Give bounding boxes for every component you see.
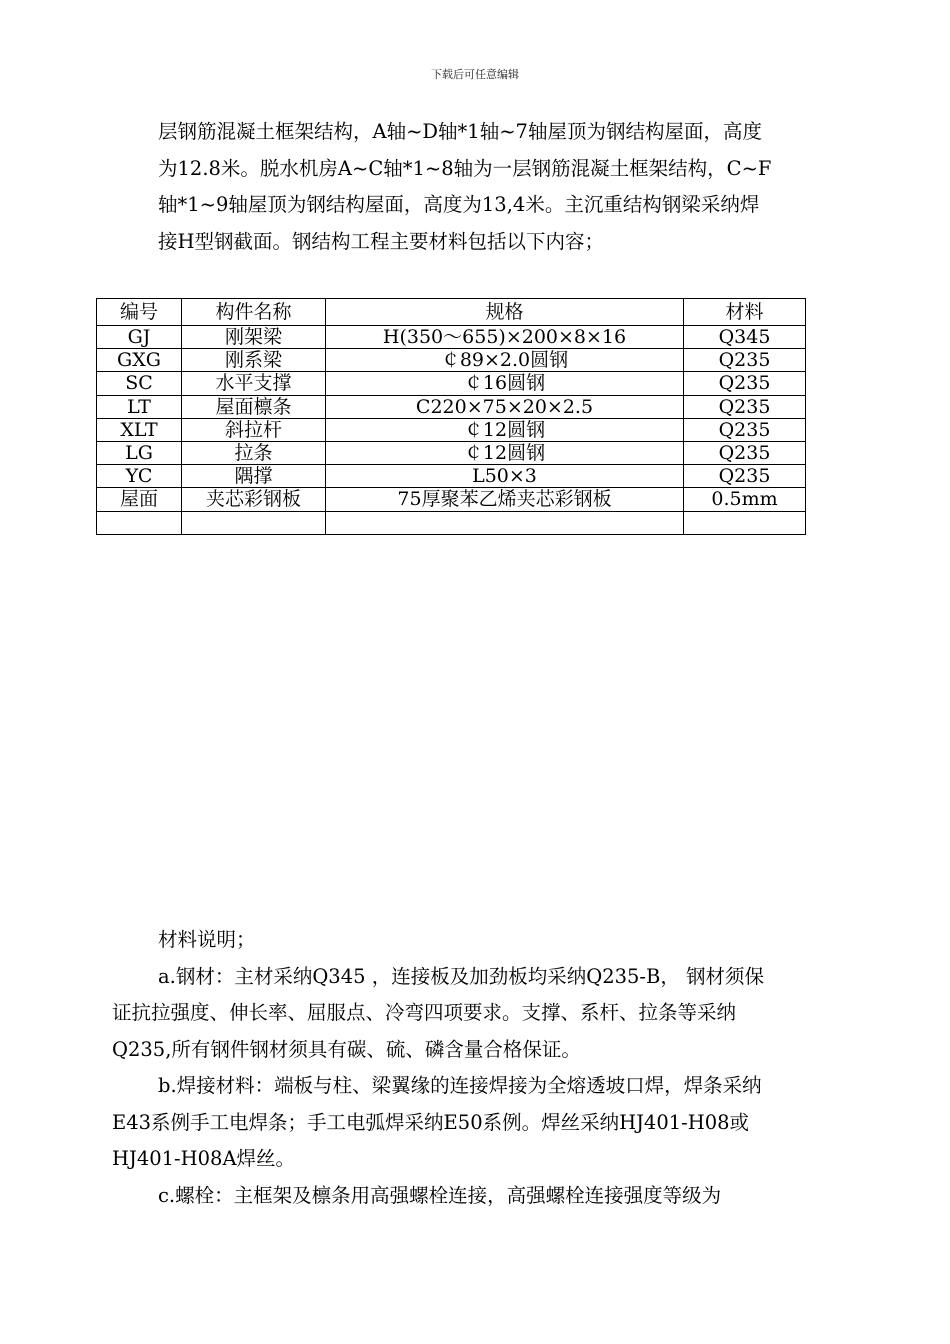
header-material: 材料: [684, 299, 806, 326]
table-header-row: [97, 299, 806, 326]
cell-code: XLT: [97, 418, 182, 441]
table-row: [97, 441, 806, 464]
cell-material: Q235: [684, 465, 806, 488]
table-row: [97, 326, 806, 349]
cell-spec: [326, 511, 684, 534]
table-row: [97, 395, 806, 418]
table-row: [97, 349, 806, 372]
cell-component: 拉条: [182, 441, 326, 464]
text-line: c.螺栓：主框架及檩条用高强螺栓连接，高强螺栓连接强度等级为: [158, 1183, 722, 1207]
cell-component: 夹芯彩钢板: [182, 488, 326, 511]
cell-spec: ￠12圆钢: [326, 418, 684, 441]
header-component: 构件名称: [182, 299, 326, 326]
notes-heading: 材料说明；: [158, 928, 256, 951]
intro-paragraph: [112, 114, 852, 260]
text-line: a.钢材：主材采纳Q345 ，连接板及加劲板均采纳Q235-B， 钢材须保: [158, 964, 765, 988]
cell-component: 屋面檩条: [182, 395, 326, 418]
table-row: [97, 372, 806, 395]
header-spec: 规格: [326, 299, 684, 326]
cell-spec: C220×75×20×2.5: [326, 395, 684, 418]
cell-spec: ￠16圆钢: [326, 372, 684, 395]
cell-material: 0.5mm: [684, 488, 806, 511]
text-line: 证抗拉强度、伸长率、屈服点、冷弯四项要求。支撑、系杆、拉条等采纳: [112, 1001, 737, 1024]
cell-spec: 75厚聚苯乙烯夹芯彩钢板: [326, 488, 684, 511]
cell-spec: H(350～655)×200×8×16: [326, 326, 684, 349]
cell-code: GXG: [97, 349, 182, 372]
cell-material: Q345: [684, 326, 806, 349]
cell-code: YC: [97, 465, 182, 488]
table-row: [97, 465, 806, 488]
text-line: 轴*1~9轴屋顶为钢结构屋面，高度为13,4米。主沉重结构钢梁采纳焊: [158, 193, 760, 216]
cell-code: 屋面: [97, 488, 182, 511]
text-line: 接H型钢截面。钢结构工程主要材料包括以下内容；: [158, 229, 605, 253]
cell-code: LT: [97, 395, 182, 418]
table-row: [97, 418, 806, 441]
table-row-empty: [97, 511, 806, 534]
cell-spec: ￠12圆钢: [326, 441, 684, 464]
page-header: 下载后可任意编辑: [431, 68, 519, 81]
cell-material: Q235: [684, 395, 806, 418]
cell-spec: ￠89×2.0圆钢: [326, 349, 684, 372]
cell-code: SC: [97, 372, 182, 395]
cell-component: 刚架梁: [182, 326, 326, 349]
cell-material: Q235: [684, 349, 806, 372]
materials-notes: [112, 922, 852, 1214]
cell-material: Q235: [684, 418, 806, 441]
materials-table: [96, 298, 806, 535]
cell-component: 刚系梁: [182, 349, 326, 372]
text-line: HJ401-H08A焊丝。: [112, 1147, 296, 1170]
cell-component: 水平支撑: [182, 372, 326, 395]
cell-code: GJ: [97, 326, 182, 349]
text-line: E43系例手工电焊条；手工电弧焊采纳E50系例。焊丝采纳HJ401-H08或: [112, 1110, 750, 1134]
cell-material: Q235: [684, 441, 806, 464]
cell-material: [684, 511, 806, 534]
cell-component: 斜拉杆: [182, 418, 326, 441]
cell-component: 隅撑: [182, 465, 326, 488]
text-line: Q235,所有钢件钢材须具有碳、硫、磷含量合格保证。: [112, 1037, 581, 1061]
cell-code: LG: [97, 441, 182, 464]
text-line: 为12.8米。脱水机房A~C轴*1~8轴为一层钢筋混凝土框架结构，C~F: [158, 156, 772, 180]
cell-component: [182, 511, 326, 534]
cell-code: [97, 511, 182, 534]
table-row: [97, 488, 806, 511]
text-line: b.焊接材料：端板与柱、梁翼缘的连接焊接为全熔透坡口焊，焊条采纳: [158, 1074, 762, 1097]
cell-spec: L50×3: [326, 465, 684, 488]
text-line: 层钢筋混凝土框架结构，A轴~D轴*1轴~7轴屋顶为钢结构屋面，高度: [158, 120, 762, 143]
header-code: 编号: [97, 299, 182, 326]
cell-material: Q235: [684, 372, 806, 395]
